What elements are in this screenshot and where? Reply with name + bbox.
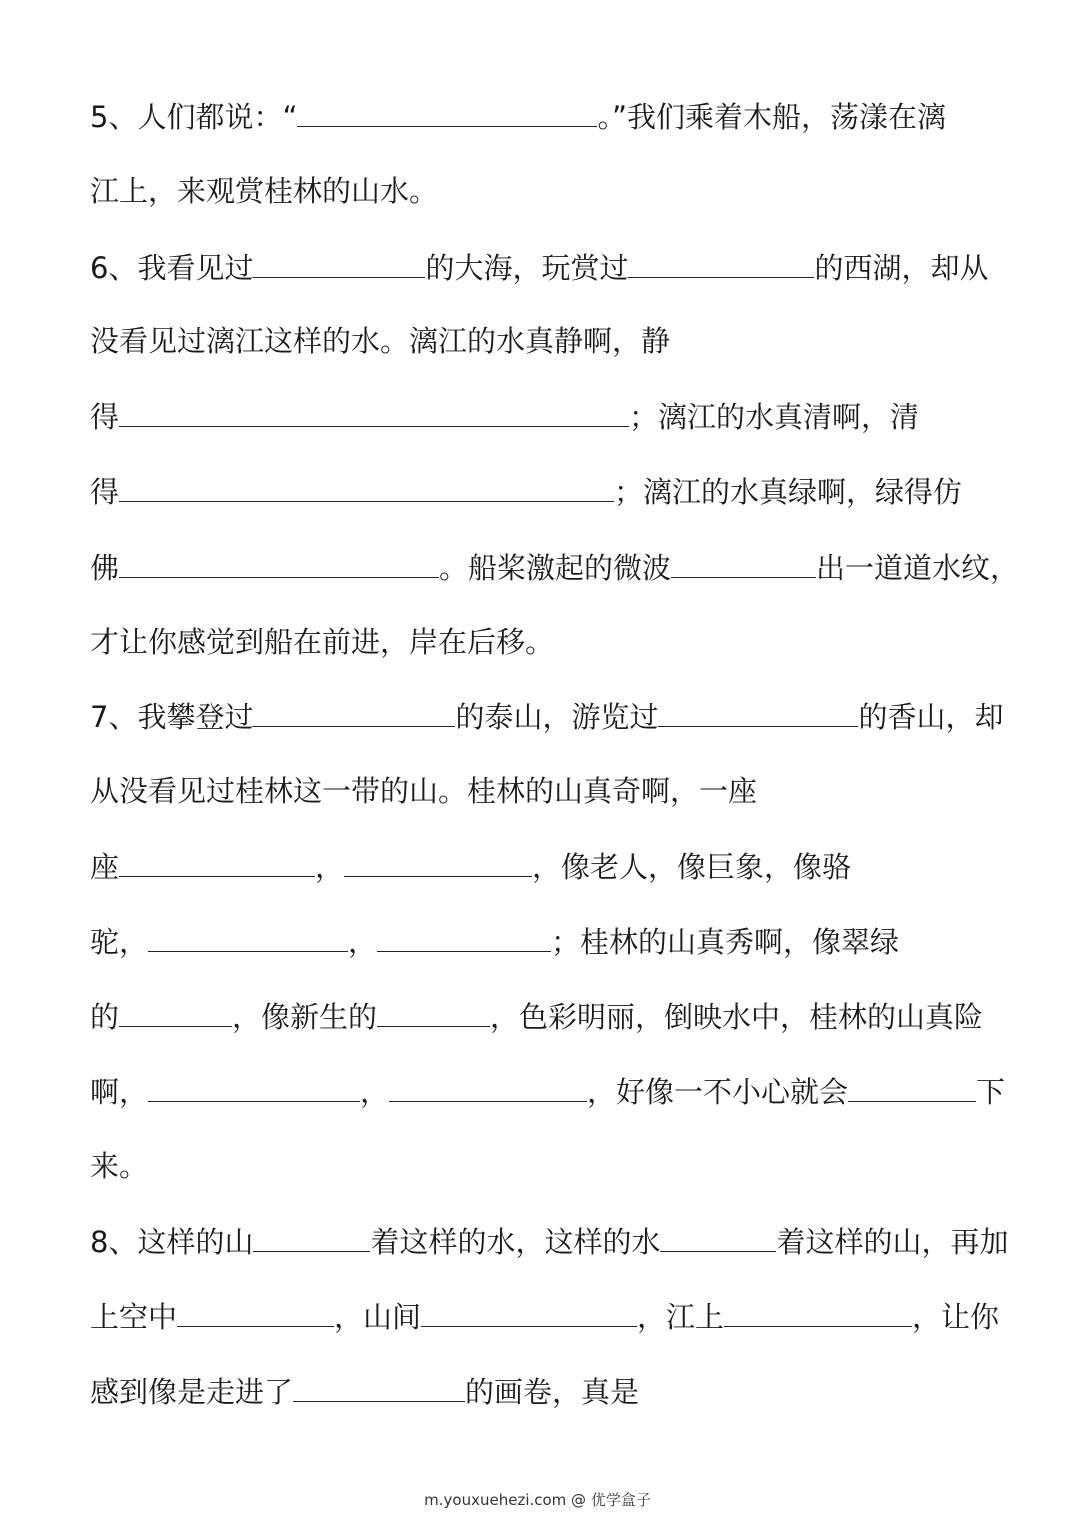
answer-blank[interactable] bbox=[148, 923, 348, 952]
text-segment: ；桂林的山真秀啊，像翠绿 bbox=[551, 925, 900, 959]
text-segment: 的香山，却 bbox=[858, 700, 1004, 734]
text-segment: 下 bbox=[976, 1075, 1006, 1109]
text-segment: ，山间 bbox=[334, 1300, 422, 1334]
text-segment: 的泰山，游览过 bbox=[455, 700, 659, 734]
answer-blank[interactable] bbox=[377, 998, 490, 1027]
text-segment: 的大海，玩赏过 bbox=[425, 251, 629, 285]
text-line bbox=[90, 1298, 999, 1334]
text-segment: ，像老人，像巨象，像骆 bbox=[532, 850, 852, 884]
text-segment: 的西湖，却从 bbox=[814, 251, 989, 285]
text-segment: 上空中 bbox=[90, 1300, 178, 1334]
text-segment: 佛 bbox=[90, 551, 120, 585]
text-line bbox=[90, 1373, 639, 1409]
answer-blank[interactable] bbox=[119, 549, 439, 578]
text-segment: 才让你感觉到船在前进，岸在后移。 bbox=[90, 625, 555, 659]
answer-blank[interactable] bbox=[119, 473, 614, 502]
text-segment: ，像新生的 bbox=[232, 1000, 378, 1034]
text-segment: 着这样的山，再加 bbox=[776, 1225, 1009, 1259]
answer-blank[interactable] bbox=[297, 98, 597, 127]
text-segment: 。”我们乘着木船，荡漾在漓 bbox=[597, 100, 947, 134]
text-line bbox=[90, 1223, 1008, 1259]
answer-blank[interactable] bbox=[119, 998, 232, 1027]
text-segment: 8、这样的山 bbox=[90, 1225, 254, 1259]
text-line bbox=[90, 473, 962, 509]
text-segment: 感到像是走进了 bbox=[90, 1375, 294, 1409]
text-segment: ， bbox=[315, 850, 345, 884]
text-line bbox=[90, 998, 983, 1034]
answer-blank[interactable] bbox=[628, 249, 814, 278]
text-segment: ；漓江的水真清啊，清 bbox=[629, 400, 920, 434]
answer-blank[interactable] bbox=[253, 249, 425, 278]
text-line bbox=[90, 249, 988, 285]
text-line bbox=[90, 323, 670, 359]
text-segment: 得 bbox=[90, 475, 120, 509]
answer-blank[interactable] bbox=[344, 848, 532, 877]
text-segment: 6、我看见过 bbox=[90, 251, 254, 285]
text-segment: 座 bbox=[90, 850, 120, 884]
answer-blank[interactable] bbox=[119, 848, 315, 877]
text-segment: 来。 bbox=[90, 1149, 149, 1183]
answer-blank[interactable] bbox=[253, 1223, 370, 1252]
text-segment: ，色彩明丽，倒映水中，桂林的山真险 bbox=[490, 1000, 984, 1034]
text-segment: 从没看见过桂林这一带的山。桂林的山真奇啊，一座 bbox=[90, 774, 758, 808]
answer-blank[interactable] bbox=[671, 549, 816, 578]
text-segment: 出一道道水纹， bbox=[816, 551, 1020, 585]
text-segment: 江上，来观赏桂林的山水。 bbox=[90, 174, 439, 208]
text-segment: 驼， bbox=[90, 925, 149, 959]
text-segment: 得 bbox=[90, 400, 120, 434]
answer-blank[interactable] bbox=[293, 1373, 465, 1402]
text-segment: 。船桨激起的微波 bbox=[439, 551, 672, 585]
text-segment: ， bbox=[360, 1075, 390, 1109]
answer-blank[interactable] bbox=[377, 923, 551, 952]
text-segment: ，好像一不小心就会 bbox=[587, 1075, 849, 1109]
text-segment: 啊， bbox=[90, 1075, 149, 1109]
text-line bbox=[90, 173, 438, 209]
answer-blank[interactable] bbox=[658, 698, 858, 727]
answer-blank[interactable] bbox=[421, 1298, 637, 1327]
answer-blank[interactable] bbox=[660, 1223, 776, 1252]
text-line bbox=[90, 549, 1019, 585]
answer-blank[interactable] bbox=[724, 1298, 912, 1327]
text-segment: ，江上 bbox=[637, 1300, 725, 1334]
text-line bbox=[90, 98, 946, 134]
answer-blank[interactable] bbox=[119, 398, 629, 427]
text-line bbox=[90, 398, 919, 434]
text-segment: 5、人们都说：“ bbox=[90, 100, 298, 134]
text-line bbox=[90, 624, 554, 660]
text-segment: 着这样的水，这样的水 bbox=[370, 1225, 661, 1259]
text-line bbox=[90, 698, 1003, 734]
text-line bbox=[90, 1148, 148, 1184]
text-segment: 7、我攀登过 bbox=[90, 700, 254, 734]
answer-blank[interactable] bbox=[253, 698, 455, 727]
answer-blank[interactable] bbox=[177, 1298, 334, 1327]
text-segment: 的 bbox=[90, 1000, 120, 1034]
text-line bbox=[90, 1073, 1005, 1109]
text-segment: ，让你 bbox=[912, 1300, 1000, 1334]
text-line bbox=[90, 923, 899, 959]
answer-blank[interactable] bbox=[389, 1073, 587, 1102]
footer-watermark: m.youxuehezi.com @ 优学盒子 bbox=[424, 1491, 651, 1509]
text-segment: ， bbox=[348, 925, 378, 959]
text-line bbox=[90, 848, 851, 884]
text-line bbox=[90, 773, 757, 809]
answer-blank[interactable] bbox=[148, 1073, 360, 1102]
answer-blank[interactable] bbox=[848, 1073, 976, 1102]
text-segment: ；漓江的水真绿啊，绿得仿 bbox=[614, 475, 963, 509]
text-segment: 没看见过漓江这样的水。漓江的水真静啊，静 bbox=[90, 324, 671, 358]
text-segment: 的画卷，真是 bbox=[465, 1375, 640, 1409]
